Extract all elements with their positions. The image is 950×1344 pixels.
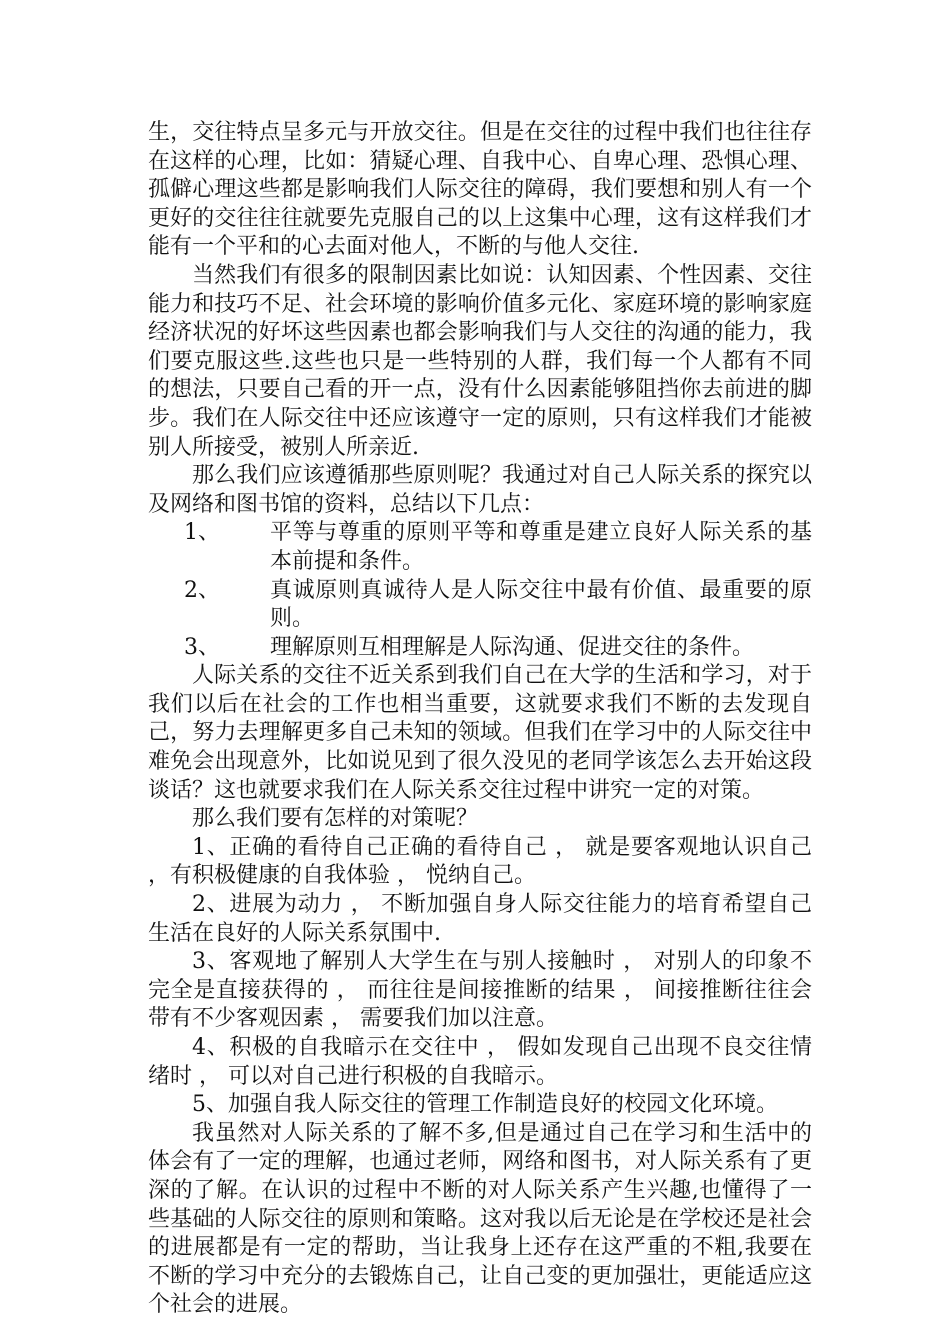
strategy-item: 5、加强自我人际交往的管理工作制造良好的校园文化环境。 [192, 1092, 778, 1118]
paragraph-continuation: 生，交往特点呈多元与开放交往。但是在交往的过程中我们也往往存在这样的心理，比如：猜疑心理、自我中心、自卑心理、恐惧心理、孤僻心理这些都是影响我们人际交往的障碍，我们要想和别人有一个更好的交往往往就要先克服自己的以上这集中心理，这有这样我们才能有一个平和的心去面对他人，不断的与他人交往. [148, 120, 812, 260]
paragraph-limiting-factors: 当然我们有很多的限制因素比如说：认知因素、个性因素、交往能力和技巧不足、社会环境的影响价值多元化、家庭环境的影响家庭经济状况的好坏这些因素也都会影响我们与人交往的沟通的能力，我们要克服这些.这些也只是一些特别的人群，我们每一个人都有不同的想法，只要自己看的开一点，没有什么因素能够阻挡你去前进的脚步。我们在人际交往中还应该遵守一定的原则，只有这样我们才能被别人所接受，被别人所亲近. [148, 262, 812, 460]
principle-text: 真诚原则真诚待人是人际交往中最有价值、最重要的原则。 [270, 577, 812, 632]
principle-item [148, 519, 812, 576]
principle-number: 1、 [184, 520, 220, 546]
principle-text: 平等与尊重的原则平等和尊重是建立良好人际关系的基本前提和条件。 [270, 520, 812, 574]
strategy-item: 4、积极的自我暗示在交往中 ， 假如发现自己出现不良交往情绪时 ， 可以对自己进行积极的自我暗示。 [148, 1035, 812, 1089]
strategy-item: 1、正确的看待自己正确的看待自己 ， 就是要客观地认识自己 ，有积极健康的自我体验 ， 悦纳自己。 [148, 834, 812, 889]
document-page [148, 119, 812, 1320]
strategy-item: 3、客观地了解别人大学生在与别人接触时 ， 对别人的印象不完全是直接获得的 ， 而往往是间接推断的结果 ， 间接推断往往会带有不少客观因素 ， 需要我们加以注意。 [148, 949, 812, 1032]
paragraph-principles-intro: 那么我们应该遵循那些原则呢？我通过对自己人际关系的探究以及网络和图书馆的资料，总结以下几点： [148, 463, 812, 517]
paragraph-strategies-intro: 那么我们要有怎样的对策呢？ [192, 806, 479, 832]
strategy-item: 2、进展为动力 ， 不断加强自身人际交往能力的培育希望自己生活在良好的人际关系氛围中. [148, 892, 812, 946]
principle-item [148, 634, 812, 663]
paragraph-importance: 人际关系的交往不近关系到我们自己在大学的生活和学习，对于我们以后在社会的工作也相当重要，这就要求我们不断的去发现自己，努力去理解更多自己未知的领域。但我们在学习中的人际交往中难免会出现意外，比如说见到了很久没见的老同学该怎么去开始这段谈话？这也就要求我们在人际关系交往过程中讲究一定的对策。 [148, 663, 812, 803]
principle-item [148, 577, 812, 634]
principle-number: 2、 [184, 577, 220, 603]
principle-text: 理解原则互相理解是人际沟通、促进交往的条件。 [270, 634, 755, 660]
paragraph-conclusion: 我虽然对人际关系的了解不多,但是通过自己在学习和生活中的体会有了一定的理解，也通过老师，网络和图书，对人际关系有了更深的了解。在认识的过程中不断的对人际关系产生兴趣,也懂得了一些基础的人际交往的原则和策略。这对我以后无论是在学校还是社会的进展都是有一定的帮助，当让我身上还存在这严重的不粗,我要在不断的学习中充分的去锻炼自己，让自己变的更加强壮，更能适应这个社会的进展。 [148, 1120, 812, 1318]
principle-number: 3、 [184, 634, 220, 660]
